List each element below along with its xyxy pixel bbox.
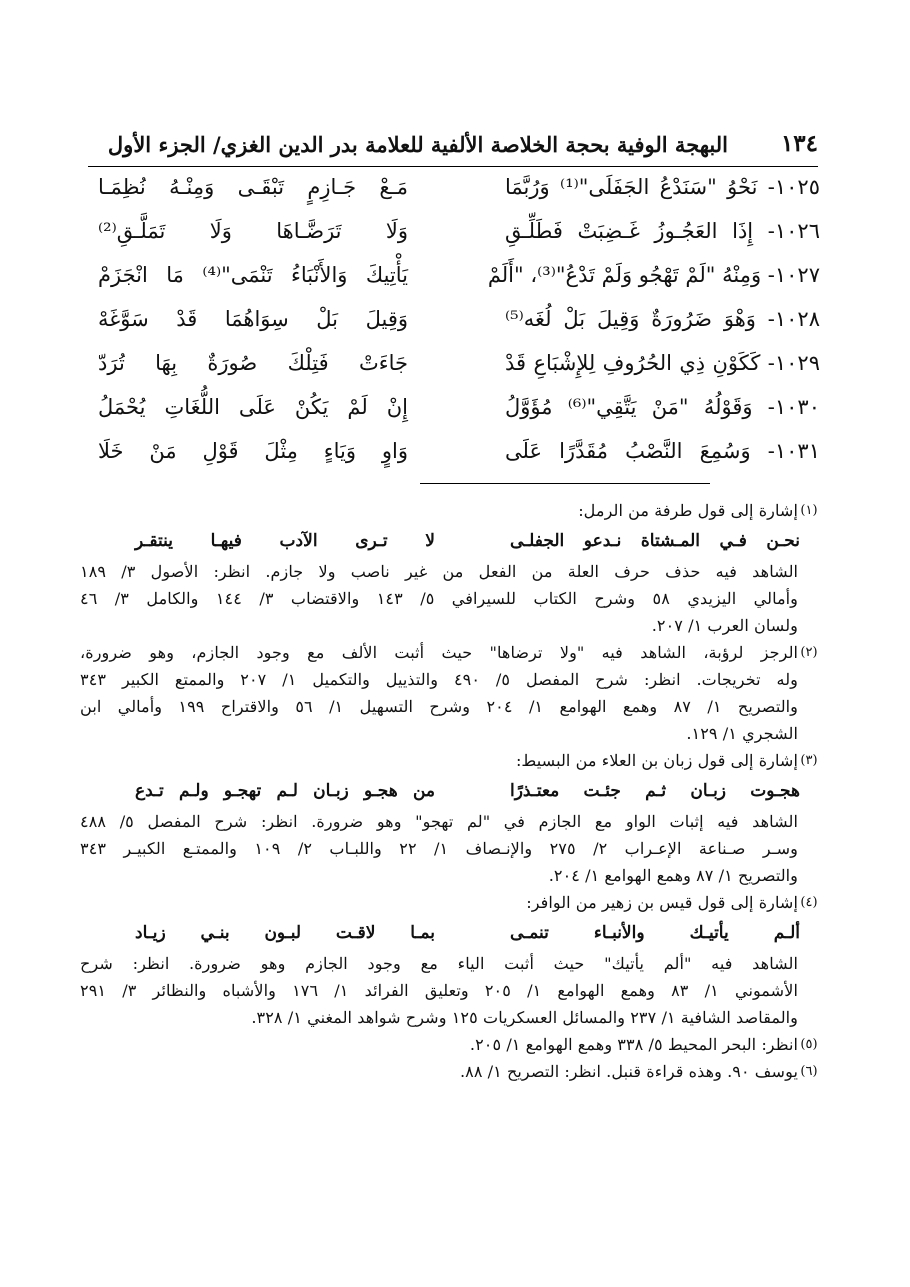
footnote (80, 639, 820, 747)
verse-second-hemistich: وَاوٍ وَيَاءٍ مِثْلَ قَوْلِ مَنْ خَلَا (98, 439, 408, 463)
footnote (80, 497, 820, 639)
verse-line (95, 436, 820, 480)
footnote-text: الرجز لرؤبة، الشاهد فيه "ولا ترضاها" حيث أثبت الألف مع وجود الجازم، وهو ضرورة، (80, 643, 798, 662)
footnote-text: إشارة إلى قول طرفة من الرمل: (578, 501, 798, 520)
footnote-marker: (٢) (800, 645, 818, 660)
footnote-text: وسـر صـناعة الإعـراب ٢/ ٢٧٥ والإنـصاف ١/ ٢٢ واللبـاب ٢/ ١٠٩ والممتـع الكبيـر ٣٤٣ (80, 839, 798, 858)
verse-second-hemistich: وَلَا تَرَضَّـاهَا وَلَا تَمَلَّـقِ⁽²⁾ (98, 219, 408, 243)
footnote (80, 747, 820, 889)
footnote-text: ولسان العرب ١/ ٢٠٧. (651, 616, 798, 635)
footnote-text: الشاهد فيه "ألم يأتيك" حيث أثبت الياء مع وجود الجازم وهو ضرورة. انظر: شرح (80, 954, 798, 973)
footnote-text: الشجري ١/ ١٢٩. (686, 724, 798, 743)
footnote-text: والمقاصد الشافية ١/ ٢٣٧ والمسائل العسكريات ١٢٥ وشرح شواهد المغني ١/ ٣٢٨. (251, 1008, 798, 1027)
poem-second-hemistich: لا تـرى الآدب فيهـا ينتقـر (135, 531, 435, 551)
verse-first-hemistich: ١٠٣٠- وَقَوْلُهُ "مَنْ يَتَّقِي"⁽⁶⁾ مُؤَوَّلُ (505, 395, 820, 419)
verse-line (95, 348, 820, 392)
footnote-text: إشارة إلى قول قيس بن زهير من الوافر: (526, 893, 798, 912)
footnote-text: الأشموني ١/ ٨٣ وهمع الهوامع ١/ ٢٠٥ وتعليق الفرائد ١/ ١٧٦ والأشباه والنظائر ٣/ ٢٩١ (80, 981, 798, 1000)
footnote-poem (80, 774, 820, 808)
verse-line (95, 304, 820, 348)
poem-first-hemistich: هجـوت زبـان ثـم جئـت معتـذرًا (510, 781, 800, 801)
page-number: ١٣٤ (780, 130, 818, 157)
footnote-text: يوسف ٩٠. وهذه قراءة قنبل. انظر: التصريح ١/ ٨٨. (459, 1062, 798, 1081)
running-header (88, 126, 818, 167)
verse-first-hemistich: ١٠٢٨- وَهْوَ ضَرُورَةٌ وَقِيلَ بَلْ لُغَه⁽⁵⁾ (505, 307, 820, 331)
verse-first-hemistich: ١٠٢٩- كَكَوْنِ ذِي الحُرُوفِ لِلإِشْبَاعِ قَدْ (505, 351, 820, 375)
verse-second-hemistich: جَاءَتْ فَتِلْكَ صُورَةٌ بِهَا تُرَدّ (98, 351, 408, 375)
poem-first-hemistich: ألـم يأتيـك والأنبـاء تنمـى (510, 923, 800, 943)
verse-line (95, 392, 820, 436)
footnote-marker: (٦) (800, 1064, 818, 1079)
footnote-marker: (٤) (800, 895, 818, 910)
footnote (80, 1031, 820, 1058)
verse-line (95, 216, 820, 260)
footnote (80, 1058, 820, 1085)
verse-second-hemistich: مَـعْ جَـازِمٍ تَبْقَـى وَمِنْـهُ نُظِمَـا (98, 175, 408, 199)
footnote-marker: (٣) (800, 753, 818, 768)
footnote-marker: (١) (800, 503, 818, 518)
footnote-text: الشاهد فيه إثبات الواو مع الجازم في "لم تهجو" وهو ضرورة. انظر: شرح المفصل ٥/ ٤٨٨ (80, 812, 798, 831)
header-title: البهجة الوفية بحجة الخلاصة الألفية للعلامة بدر الدين الغزي/ الجزء الأول (107, 132, 728, 157)
poem-first-hemistich: نحـن فـي المـشتاة نـدعو الجفلـى (510, 531, 800, 551)
poem-second-hemistich: من هجـو زبـان لـم تهجـو ولـم تـدع (135, 781, 435, 801)
footnote-text: إشارة إلى قول زبان بن العلاء من البسيط: (515, 751, 798, 770)
poem-second-hemistich: بمـا لاقـت لبـون بنـي زيـاد (135, 923, 435, 943)
verse-first-hemistich: ١٠٢٧- وَمِنْهُ "لَمْ تَهْجُو وَلَمْ تَدْعُ"⁽³⁾، "أَلَمْ (487, 263, 820, 287)
footnotes (80, 497, 820, 1085)
footnote-text: وأمالي اليزيدي ٥٨ وشرح الكتاب للسيرافي ٥/ ١٤٣ والاقتضاب ٣/ ١٤٤ والكامل ٣/ ٤٦ (80, 589, 798, 608)
verse-second-hemistich: إِنْ لَمْ يَكُنْ عَلَى اللُّغَاتِ يُحْمَلُ (98, 395, 408, 419)
footnote-poem (80, 916, 820, 950)
verse-first-hemistich: ١٠٢٦- إِذَا العَجُـوزُ غَـضِبَتْ فَطَلِّـقِ (505, 219, 820, 243)
verse-second-hemistich: وَقِيلَ بَلْ سِوَاهُمَا قَدْ سَوَّغَهْ (98, 307, 408, 331)
footnote-text: والتصريح ١/ ٨٧ وهمع الهوامع ١/ ٢٠٤ وشرح التسهيل ١/ ٥٦ والاقتراح ١٩٩ وأمالي ابن (80, 697, 798, 716)
footnote-text: وله تخريجات. انظر: شرح المفصل ٥/ ٤٩٠ والتذييل والتكميل ١/ ٢٠٧ والممتع الكبير ٣٤٣ (80, 670, 798, 689)
footnote-text: والتصريح ١/ ٨٧ وهمع الهوامع ١/ ٢٠٤. (548, 866, 798, 885)
verse-second-hemistich: يَأْتِيكَ وَالأَنْبَاءُ تَنْمَى"⁽⁴⁾ مَا انْجَزَمْ (98, 263, 408, 287)
footnote-separator (420, 483, 710, 484)
footnote-marker: (٥) (800, 1037, 818, 1052)
verse-line (95, 172, 820, 216)
verse-block (95, 172, 820, 480)
footnote-poem (80, 524, 820, 558)
verse-first-hemistich: ١٠٢٥- نَحْوُ "سَنَدْعُ الجَفَلَى"⁽¹⁾ وَرُبَّمَا (505, 175, 820, 199)
footnote-text: انظر: البحر المحيط ٥/ ٣٣٨ وهمع الهوامع ١/ ٢٠٥. (469, 1035, 798, 1054)
verse-first-hemistich: ١٠٣١- وَسُمِعَ النَّصْبُ مُقَدَّرًا عَلَى (505, 439, 820, 463)
footnote (80, 889, 820, 1031)
verse-line (95, 260, 820, 304)
footnote-text: الشاهد فيه حذف حرف العلة من الفعل من غير ناصب ولا جازم. انظر: الأصول ٣/ ١٨٩ (80, 562, 798, 581)
